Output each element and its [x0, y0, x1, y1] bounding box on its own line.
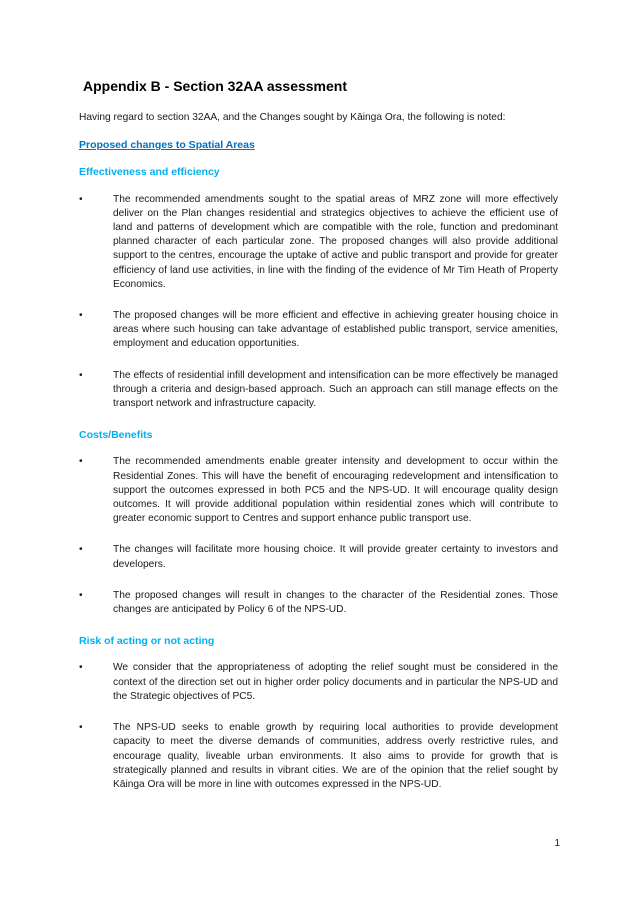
- bullet-icon: •: [79, 456, 83, 468]
- bullet-text: The changes will facilitate more housing choice. It will provide greater certainty to investors and developers.: [113, 544, 558, 570]
- bullet-icon: •: [79, 310, 83, 322]
- bullet-item: [79, 369, 558, 412]
- bullet-icon: •: [79, 589, 83, 601]
- page-number: 1: [554, 838, 560, 849]
- bullet-item: [79, 193, 558, 292]
- bullet-text: The recommended amendments enable greater intensity and development to occur within the Residential Zones. This will have the benefit of encouraging redevelopment and intensification to support the outcomes expressed in both PC5 and the NPS-UD. It will encourage quality design outcomes. It will provide additional population within residential zones which will contribute to greater economic support to Centres and support enhance public transport use.: [113, 456, 558, 525]
- bullet-item: [79, 455, 558, 526]
- bullet-text: The NPS-UD seeks to enable growth by requiring local authorities to provide development capacity to meet the diverse demands of communities, address overly restrictive rules, and encourage quality, liveable urban environments. It also aims to provide for growth that is strategically planned and results in vibrant cities. We are of the opinion that the relief sought by Kāinga Ora will be more in line with outcomes expressed in the NPS-UD.: [113, 722, 558, 790]
- intro-paragraph: Having regard to section 32AA, and the Changes sought by Kāinga Ora, the following is noted:: [79, 112, 506, 123]
- bullet-item: [79, 661, 558, 704]
- bullet-text: We consider that the appropriateness of adopting the relief sought must be considered in the context of the direction set out in higher order policy documents and in particular the NPS-UD and the Strategic objectives of PC5.: [113, 662, 558, 702]
- page-title: Appendix B - Section 32AA assessment: [83, 78, 348, 94]
- bullet-item: [79, 543, 558, 571]
- bullet-icon: •: [79, 662, 83, 674]
- section-heading-effectiveness: Effectiveness and efficiency: [79, 166, 220, 179]
- section-heading-risk: Risk of acting or not acting: [79, 635, 215, 648]
- bullet-item: [79, 309, 558, 352]
- section-heading-costs-benefits: Costs/Benefits: [79, 429, 153, 442]
- bullet-item: [79, 721, 558, 792]
- bullet-text: The proposed changes will result in changes to the character of the Residential zones. Those changes are anticipated by Policy 6 of the NPS-UD.: [113, 589, 558, 616]
- bullet-text: The proposed changes will be more efficient and effective in achieving greater housing choice in areas where such housing can take advantage of established public transport, service amenities, employment and education opportunities.: [113, 310, 558, 350]
- bullet-icon: •: [79, 369, 83, 381]
- bullet-item: [79, 589, 558, 617]
- bullet-icon: •: [79, 193, 83, 205]
- bullet-text: The effects of residential infill development and intensification can be more effectively be managed through a criteria and design-based approach. Such an approach can still manage effects on the transport network and infrastructure capacity.: [113, 369, 558, 410]
- bullet-icon: •: [79, 544, 83, 556]
- bullet-text: The recommended amendments sought to the spatial areas of MRZ zone will more effectively deliver on the Plan changes residential and strategics objectives to achieve the efficient use of land and patterns of development which are compatible with the role, function and predominant planned character of each particular zone. The proposed changes will also provide additional support to the centres, encourage the uptake of active and public transport and provide for greater efficiency of land use activities, in line with the finding of the evidence of Mr Tim Heath of Property Economics.: [113, 193, 558, 290]
- bullet-icon: •: [79, 722, 83, 734]
- main-heading: Proposed changes to Spatial Areas: [79, 139, 255, 152]
